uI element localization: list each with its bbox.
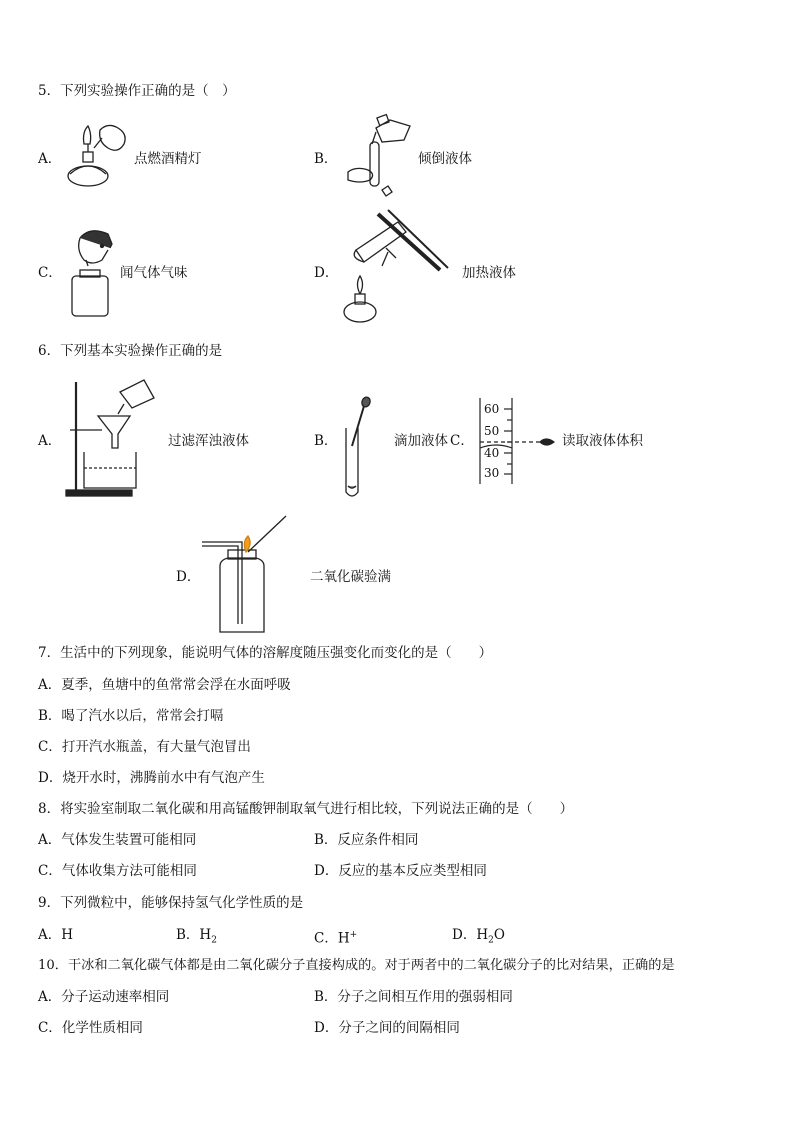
q5-option-b-text: 倾倒液体 — [418, 151, 472, 167]
q7-option-c: C．打开汽水瓶盖，有大量气泡冒出 — [38, 739, 251, 755]
cylinder-tick-50: 50 — [484, 424, 500, 438]
heating-liquid-illustration — [336, 208, 462, 332]
q6-option-b-text: 滴加液体 — [394, 433, 448, 449]
smelling-gas-illustration — [66, 226, 126, 318]
q9-option-b-prefix: B．H — [176, 927, 212, 943]
q9-option-a: A．H — [38, 927, 74, 943]
q8-option-d: D．反应的基本反应类型相同 — [314, 863, 487, 879]
q10-option-a: A．分子运动速率相同 — [38, 989, 170, 1005]
q9-option-c-superscript: + — [349, 930, 358, 940]
q8-stem: 8．将实验室制取二氧化碳和用高锰酸钾制取氧气进行相比较，下列说法正确的是（ ） — [38, 801, 574, 817]
q5-option-c-text: 闻气体气味 — [120, 265, 188, 281]
q8-option-c: C．气体收集方法可能相同 — [38, 863, 197, 879]
q5-option-b-letter: B． — [314, 151, 338, 167]
q10-option-c: C．化学性质相同 — [38, 1020, 143, 1036]
q9-stem: 9．下列微粒中，能够保持氢气化学性质的是 — [38, 895, 304, 911]
pouring-liquid-illustration — [340, 112, 420, 196]
q6-option-a-letter: A． — [38, 433, 62, 449]
q9-option-d-prefix: D．H — [452, 927, 489, 943]
q10-option-d: D．分子之间的间隔相同 — [314, 1020, 460, 1036]
q9-option-d-subscript: 2 — [488, 935, 494, 946]
q7-option-b: B．喝了汽水以后，常常会打嗝 — [38, 708, 224, 724]
q9-option-d — [452, 926, 505, 950]
q5-option-a-text: 点燃酒精灯 — [134, 151, 202, 167]
q5-option-a-letter: A． — [38, 151, 62, 167]
q6-option-c-letter: C． — [450, 433, 474, 449]
q7-stem: 7．生活中的下列现象，能说明气体的溶解度随压强变化而变化的是（ ） — [38, 645, 493, 661]
q6-option-a-text: 过滤浑浊液体 — [168, 433, 249, 449]
q6-option-c-text: 读取液体体积 — [562, 433, 643, 449]
q9-option-b-subscript: 2 — [211, 935, 217, 946]
q10-stem: 10．干冰和二氧化碳气体都是由二氧化碳分子直接构成的。对于两者中的二氧化碳分子的比对结果，正确的是 — [38, 958, 675, 973]
q5-option-d-text: 加热液体 — [462, 265, 516, 281]
q7-option-d: D．烧开水时，沸腾前水中有气泡产生 — [38, 770, 265, 786]
q5-option-c-letter: C． — [38, 265, 62, 281]
q5-stem: 5．下列实验操作正确的是（ ） — [38, 83, 236, 99]
q7-option-a: A．夏季，鱼塘中的鱼常常会浮在水面呼吸 — [38, 677, 291, 693]
q9-option-b — [176, 926, 217, 950]
q6-option-d-letter: D． — [176, 569, 201, 585]
cylinder-tick-30: 30 — [484, 466, 500, 480]
q9-option-d-suffix: O — [493, 927, 505, 943]
q8-option-b: B．反应条件相同 — [314, 832, 419, 848]
measuring-cylinder-illustration — [478, 398, 568, 486]
q6-option-d-text: 二氧化碳验满 — [310, 569, 391, 585]
q6-stem: 6．下列基本实验操作正确的是 — [38, 343, 223, 359]
co2-full-check-illustration — [200, 514, 290, 636]
q10-option-b: B．分子之间相互作用的强弱相同 — [314, 989, 513, 1005]
q5-option-d-letter: D． — [314, 265, 339, 281]
q8-option-a: A．气体发生装置可能相同 — [38, 832, 197, 848]
dropper-adding-liquid-illustration — [340, 398, 370, 500]
cylinder-tick-40: 40 — [484, 446, 500, 460]
q6-option-b-letter: B． — [314, 433, 338, 449]
q9-option-c-prefix: C．H — [314, 930, 350, 947]
q9-option-c — [314, 926, 357, 948]
cylinder-tick-60: 60 — [484, 402, 500, 416]
filtration-illustration — [62, 378, 168, 500]
lit-alcohol-lamp-illustration — [62, 122, 134, 192]
